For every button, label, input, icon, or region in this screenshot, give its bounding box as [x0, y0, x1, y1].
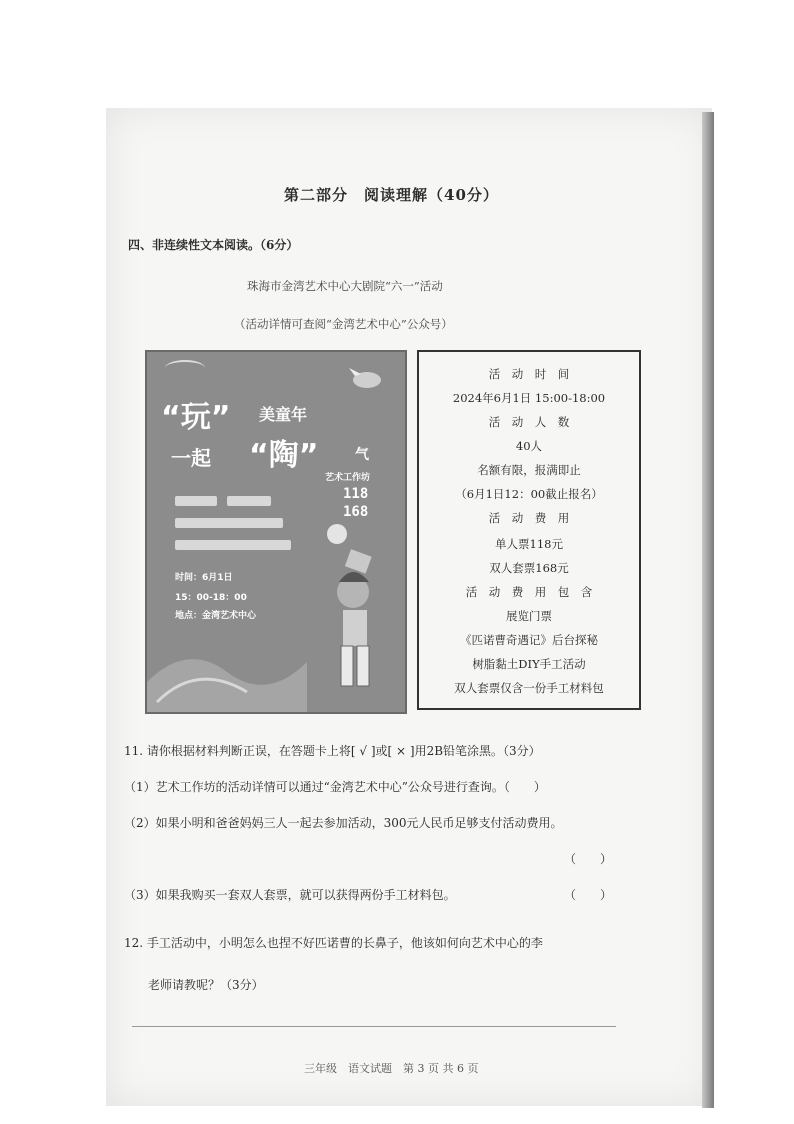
bird-icon	[347, 362, 387, 392]
info-line: 双人套票仅含一份手工材料包	[454, 681, 604, 695]
info-line: 活 动 人 数	[488, 415, 570, 429]
answer-paren-11-2: （ ）	[564, 852, 613, 866]
poster-place: 地点：金湾艺术中心	[175, 611, 257, 621]
info-line: 双人套票168元	[489, 561, 569, 575]
info-line: 名额有限，报满即止	[477, 463, 581, 477]
poster-tag	[175, 540, 291, 550]
event-info-box	[417, 350, 641, 710]
page-edge-shadow	[702, 112, 714, 1108]
info-line: 树脂黏土DIY手工活动	[472, 657, 586, 671]
info-line: （6月1日12：00截止报名）	[455, 487, 603, 501]
question-11-1: （1）艺术工作坊的活动详情可以通过“金湾艺术中心”公众号进行查询。（ ）	[124, 780, 546, 794]
info-line: 《匹诺曹奇遇记》后台探秘	[460, 633, 598, 647]
poster-tag	[227, 496, 271, 506]
info-line: 活 动 费 用 包 含	[465, 585, 593, 599]
poster-workshop: 艺术工作坊	[325, 473, 371, 483]
poster-word-play: “玩”	[161, 400, 231, 435]
event-poster	[145, 350, 407, 714]
info-line: 活 动 时 间	[488, 367, 570, 381]
poster-time: 15：00-18：00	[175, 593, 247, 603]
page-footer: 三年级 语文试题 第 3 页 共 6 页	[304, 1062, 479, 1075]
info-line: 单人票118元	[495, 537, 563, 551]
question-11: 11. 请你根据材料判断正误，在答题卡上将[ √ ]或[ × ]用2B铅笔涂黑。（3分）	[124, 744, 541, 758]
question-12: 12. 手工活动中，小明怎么也捏不好匹诺曹的长鼻子，他该如何向艺术中心的李	[124, 936, 543, 950]
logo-icon	[165, 360, 205, 376]
event-subtitle: （活动详情可查阅“金湾艺术中心”公众号）	[234, 317, 453, 331]
section-heading: 四、非连续性文本阅读。（6分）	[128, 238, 299, 252]
poster-tag	[175, 518, 283, 528]
footer-divider	[132, 1026, 616, 1027]
poster-word-spirit: 气	[355, 447, 369, 463]
info-line: 展览门票	[506, 609, 552, 623]
poster-date: 时间：6月1日	[175, 573, 233, 583]
poster-word-clay: “陶”	[249, 438, 319, 473]
answer-paren-11-3: （ ）	[564, 888, 613, 902]
part-title: 第二部分 阅读理解（40分）	[284, 186, 499, 204]
poster-price-single: 118	[343, 486, 369, 502]
question-11-2: （2）如果小明和爸爸妈妈三人一起去参加活动，300元人民币足够支付活动费用。	[124, 816, 563, 830]
info-line: 40人	[515, 439, 543, 453]
poster-price-pair: 168	[343, 504, 369, 520]
question-12-cont: 老师请教呢？（3分）	[148, 978, 264, 992]
poster-word-childhood: 美童年	[259, 405, 308, 424]
wave-decoration	[147, 602, 307, 712]
poster-word-together: 一起	[171, 446, 211, 470]
poster-tag	[175, 496, 217, 506]
info-line: 活 动 费 用	[488, 511, 570, 525]
question-11-3: （3）如果我购买一套双人套票，就可以获得两份手工材料包。	[124, 888, 456, 902]
pinocchio-illustration	[307, 522, 407, 712]
event-title: 珠海市金湾艺术中心大剧院“六一”活动	[247, 279, 443, 293]
info-line: 2024年6月1日 15:00-18:00	[452, 391, 606, 405]
